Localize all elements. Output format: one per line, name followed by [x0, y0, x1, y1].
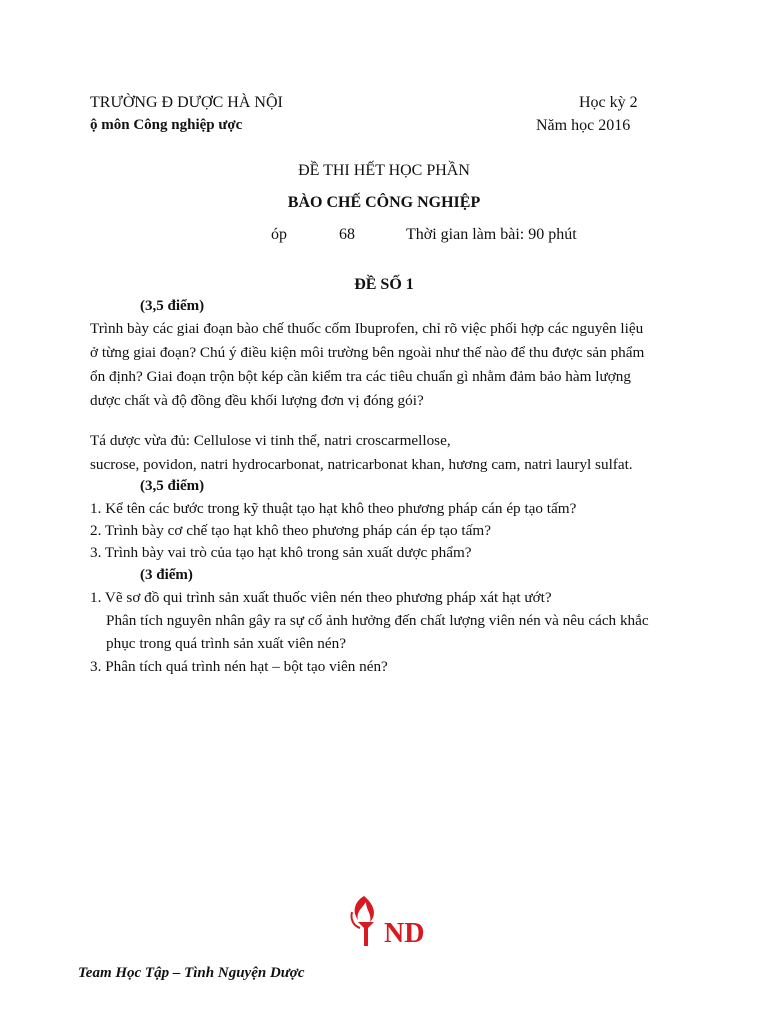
- question3-item: Phân tích nguyên nhân gây ra sự cố ảnh hưởng đến chất lượng viên nén và nêu cách khắc: [106, 612, 649, 629]
- subject-title: BÀO CHẾ CÔNG NGHIỆP: [287, 194, 481, 211]
- department-name: ộ môn Công nghiệp ược: [90, 117, 243, 133]
- class-value: 68: [339, 226, 355, 243]
- semester: Học kỳ 2: [579, 94, 638, 111]
- school-name: TRƯỜNG Đ DƯỢC HÀ NỘI: [90, 94, 283, 111]
- question3-points: (3 điểm): [140, 567, 193, 583]
- question1-line: ở từng giai đoạn? Chú ý điều kiện môi trường bên ngoài như thế nào để thu được sản phẩm: [90, 344, 645, 361]
- footer-team: Team Học Tập – Tình Nguyện Dược: [78, 965, 305, 981]
- question3-item: phục trong quá trình sản xuất viên nén?: [106, 635, 346, 652]
- torch-logo-icon: [344, 892, 428, 950]
- question1-line: ổn định? Giai đoạn trộn bột kép cần kiểm tra các tiêu chuẩn gì nhằm đảm bảo hàm lượng: [90, 368, 631, 385]
- question2-points: (3,5 điểm): [140, 478, 205, 494]
- question3-item: 1. Vẽ sơ đồ qui trình sản xuất thuốc viên nén theo phương pháp xát hạt ướt?: [90, 589, 552, 606]
- exam-title: ĐỀ THI HẾT HỌC PHẦN: [298, 162, 470, 179]
- question1-points: (3,5 điểm): [140, 298, 205, 314]
- excipients-line: Tá dược vừa đủ: Cellulose vi tinh thể, natri croscarmellose,: [90, 432, 451, 449]
- question2-item: 1. Kể tên các bước trong kỹ thuật tạo hạt khô theo phương pháp cán ép tạo tấm?: [90, 500, 577, 517]
- logo-text: ND: [384, 918, 425, 949]
- excipients-line: sucrose, povidon, natri hydrocarbonat, natricarbonat khan, hương cam, natri lauryl sulfat.: [90, 456, 633, 473]
- question1-line: Trình bày các giai đoạn bào chế thuốc cốm Ibuprofen, chỉ rõ việc phối hợp các nguyên liệu: [90, 320, 644, 337]
- exam-time: Thời gian làm bài: 90 phút: [406, 226, 577, 243]
- question2-item: 3. Trình bày vai trò của tạo hạt khô trong sản xuất dược phẩm?: [90, 544, 472, 561]
- exam-number: ĐỀ SỐ 1: [354, 276, 414, 293]
- question3-item: 3. Phân tích quá trình nén hạt – bột tạo viên nén?: [90, 658, 388, 675]
- school-year: Năm học 2016: [536, 117, 631, 134]
- class-label: óp: [271, 226, 287, 243]
- question1-line: dược chất và độ đồng đều khối lượng đơn vị đóng gói?: [90, 392, 424, 409]
- question2-item: 2. Trình bày cơ chế tạo hạt khô theo phương pháp cán ép tạo tấm?: [90, 522, 491, 539]
